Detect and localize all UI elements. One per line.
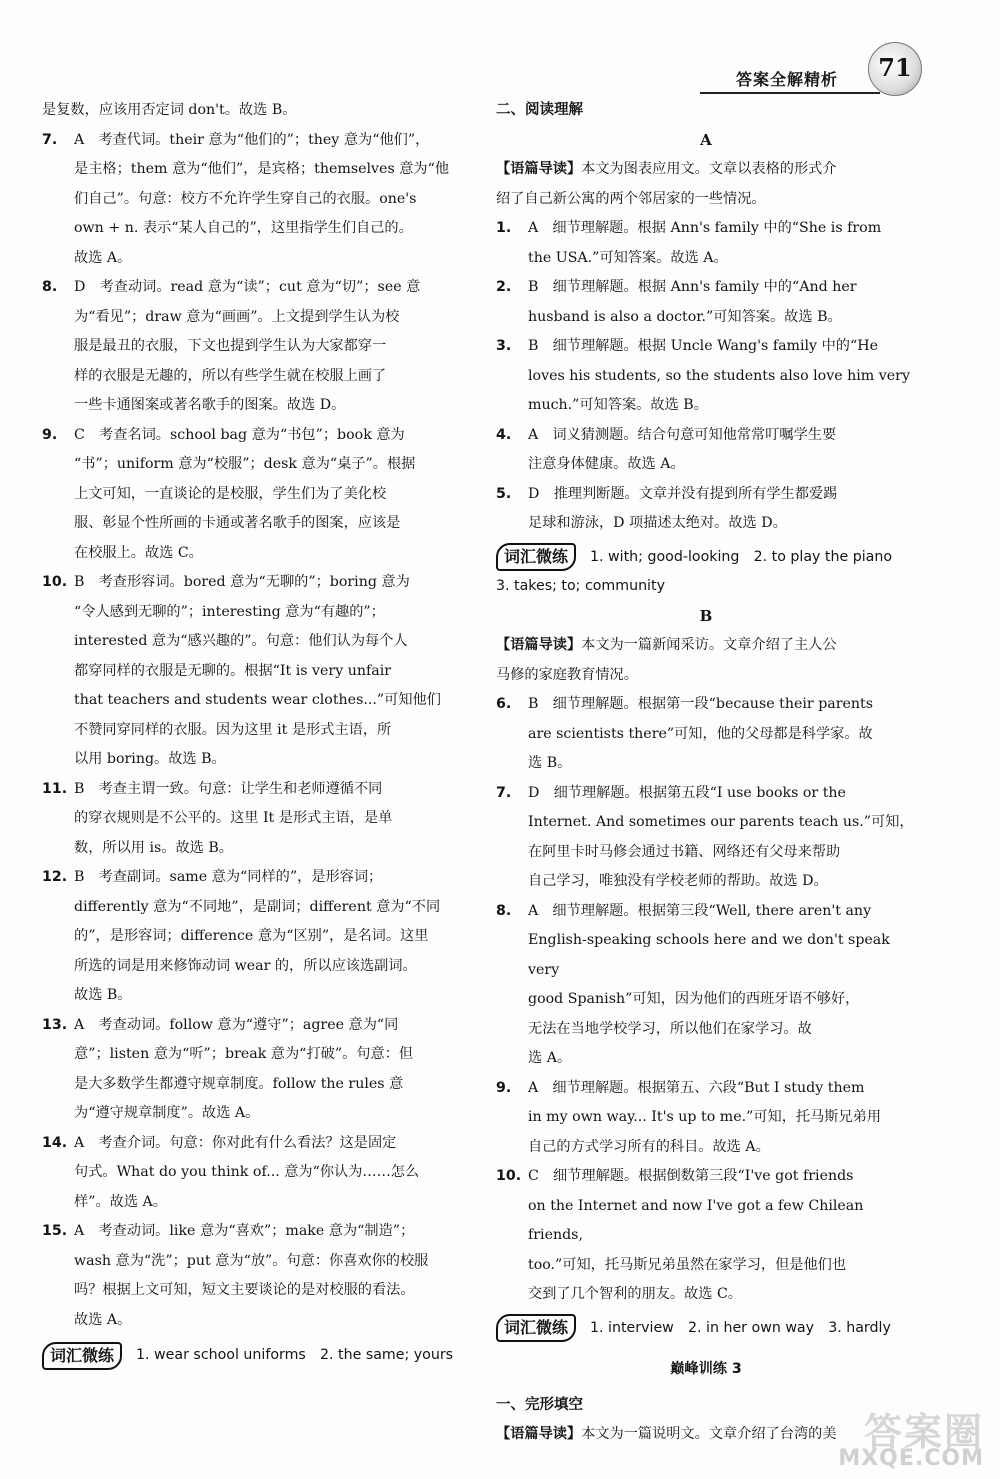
answer-item (496, 1162, 916, 1310)
answer-line: 吗？根据上文可知，短文主要谈论的是对校服的看法。 (74, 1282, 415, 1298)
guide-tag: 【语篇导读】 (496, 161, 582, 177)
vocab-answers: 1. with; good-looking 2. to play the piano (590, 548, 893, 565)
section-heading-cloze: 一、完形填空 (496, 1396, 583, 1413)
header-rule (700, 92, 880, 94)
answer-line: 选 A。 (528, 1050, 572, 1066)
vocab-practice-left (42, 1341, 462, 1371)
part-b-answer-list (496, 690, 916, 1310)
part-a-answer-list (496, 214, 916, 539)
answer-line: Internet. And sometimes our parents teach us.”可知， (528, 814, 914, 830)
answer-item (42, 421, 462, 569)
watermark (816, 1401, 988, 1471)
answer-line: B 考查副词。same 意为“同样的”，是形容词； (74, 869, 383, 885)
answer-line: 们自己”。句意：校方不允许学生穿自己的衣服。one's (74, 190, 417, 207)
answer-line: A 考查动词。follow 意为“遵守”；agree 意为“同 (74, 1016, 399, 1033)
answer-line: B 考查形容词。bored 意为“无聊的”；boring 意为 (74, 574, 410, 590)
part-a-letter: A (700, 130, 712, 149)
answer-line: differently 意为“不同地”，是副词；different 意为“不同 (74, 898, 441, 915)
left-answer-list (42, 126, 462, 1336)
answer-line: 注意身体健康。故选 A。 (528, 456, 685, 472)
answer-line: on the Internet and now I've got a few Chilean friends, (528, 1197, 864, 1243)
answer-line: loves his students, so the students also love him very (528, 367, 910, 384)
answer-line: 的”，是形容词；difference 意为“区别”，是名词。这里 (74, 928, 429, 944)
training-title: 巅峰训练 3 (670, 1361, 742, 1377)
answer-line: 无法在当地学校学习，所以他们在家学习。故 (528, 1020, 812, 1037)
answer-line: 足球和游泳，D 项描述太绝对。故选 D。 (528, 515, 787, 531)
answer-line: 为“看见”；draw 意为“画画”。上文提到学生认为校 (74, 308, 400, 325)
answer-item (496, 480, 916, 539)
answer-number: 13. (42, 1016, 68, 1033)
answer-line: 所选的词是用来修饰动词 wear 的，所以应该选副词。 (74, 957, 417, 974)
answer-line: D 考查动词。read 意为“读”；cut 意为“切”；see 意 (74, 279, 421, 295)
answer-line: C 考查名词。school bag 意为“书包”；book 意为 (74, 426, 405, 443)
answer-line: good Spanish”可知，因为他们的西班牙语不够好， (528, 991, 860, 1007)
answer-line: 故选 A。 (74, 1311, 132, 1328)
answer-line: 样的衣服是无趣的，所以有些学生就在校服上画了 (74, 367, 387, 384)
vocab-practice-a (496, 543, 916, 573)
answer-line: D 推理判断题。文章并没有提到所有学生都爱踢 (528, 485, 838, 502)
answer-number: 7. (42, 131, 58, 148)
answer-line: A 词义猜测题。结合句意可知他常常叮嘱学生要 (528, 426, 837, 443)
vocab-answers: 1. interview 2. in her own way 3. hardly (590, 1319, 891, 1336)
answer-line: 是主格；them 意为“他们”，是宾格；themselves 意为“他 (74, 161, 450, 177)
answer-number: 3. (496, 338, 512, 354)
vocab-badge: 词汇微练 (42, 1342, 122, 1370)
answer-line: B 细节理解题。根据第一段“because their parents (528, 696, 874, 712)
answer-item (496, 273, 916, 332)
answer-line: “书”；uniform 意为“校服”；desk 意为“桌子”。根据 (74, 456, 416, 472)
watermark-url: MXQE.COM (838, 1446, 984, 1471)
answer-line: A 细节理解题。根据第三段“Well, there aren't any (528, 902, 872, 919)
answer-line: wash 意为“洗”；put 意为“放”。句意：你喜欢你的校服 (74, 1252, 429, 1269)
answer-line: A 细节理解题。根据 Ann's family 中的“She is from (528, 220, 882, 236)
answer-number: 8. (496, 902, 512, 919)
answer-line: 句式。What do you think of... 意为“你认为……怎么 (74, 1164, 420, 1180)
answer-number: 15. (42, 1223, 68, 1239)
answer-line: 上文可知，一直谈论的是校服，学生们为了美化校 (74, 485, 387, 502)
watermark-logo-text: 答案圈 (863, 1410, 984, 1454)
answer-line: A 考查动词。like 意为“喜欢”；make 意为“制造”； (74, 1223, 415, 1239)
answer-line: interested 意为“感兴趣的”。句意：他们认为每个人 (74, 633, 408, 649)
answer-line: C 细节理解题。根据倒数第三段“I've got friends (528, 1168, 854, 1184)
answer-line: 一些卡通图案或著名歌手的图案。故选 D。 (74, 397, 346, 413)
answer-number: 11. (42, 780, 68, 797)
answer-line: A 考查代词。their 意为“他们的”；they 意为“他们”， (74, 131, 430, 148)
answer-line: 交到了几个智利的朋友。故选 C。 (528, 1286, 742, 1302)
answer-line: 数，所以用 is。故选 B。 (74, 839, 233, 856)
answer-line: 样”。故选 A。 (74, 1193, 167, 1210)
answer-number: 7. (496, 784, 512, 801)
vocab-badge: 词汇微练 (496, 1314, 576, 1342)
answer-item (496, 1074, 916, 1163)
answer-line: B 细节理解题。根据 Uncle Wang's family 中的“He (528, 338, 878, 354)
vocab-practice-b (496, 1314, 916, 1344)
answer-item (496, 897, 916, 1074)
answer-line: 意”；listen 意为“听”；break 意为“打破”。句意：但 (74, 1046, 414, 1062)
left-column (42, 96, 462, 1371)
answer-item (42, 1129, 462, 1218)
guide-tag: 【语篇导读】 (496, 637, 582, 653)
answer-line: 自己学习，唯独没有学校老师的帮助。故选 D。 (528, 873, 828, 889)
answer-line: A 细节理解题。根据第五、六段“But I study them (528, 1079, 865, 1096)
answer-number: 10. (496, 1168, 522, 1184)
answer-line: too.”可知，托马斯兄弟虽然在家学习，但是他们也 (528, 1256, 847, 1273)
answer-line: 故选 B。 (74, 987, 132, 1003)
answer-item (496, 690, 916, 779)
answer-number: 14. (42, 1134, 68, 1151)
answer-line: 选 B。 (528, 755, 572, 771)
answer-line: 不赞同穿同样的衣服。因为这里 it 是形式主语，所 (74, 721, 392, 738)
vocab-badge: 词汇微练 (496, 543, 576, 571)
answer-number: 2. (496, 279, 512, 295)
answer-line: B 考查主谓一致。句意：让学生和老师遵循不同 (74, 780, 383, 797)
guide-line: 本文为图表应用文。文章以表格的形式介 (581, 161, 837, 177)
guide-tag: 【语篇导读】 (496, 1426, 582, 1442)
vocab-answers-continued: 3. takes; to; community (496, 578, 665, 594)
answer-line: 的穿衣规则是不公平的。这里 It 是形式主语，是单 (74, 810, 393, 826)
answer-item (42, 863, 462, 1011)
right-column (496, 96, 916, 1450)
answer-line: 在校服上。故选 C。 (74, 544, 203, 561)
part-b-letter: B (699, 606, 713, 625)
guide-line: 本文为一篇新闻采访。文章介绍了主人公 (581, 637, 837, 653)
page-number-badge (868, 42, 922, 96)
answer-line: 故选 A。 (74, 249, 132, 266)
answer-line: much.”可知答案。故选 B。 (528, 397, 708, 413)
answer-item (42, 273, 462, 421)
answer-line: 在阿里卡时马修会通过书籍、网络还有父母来帮助 (528, 843, 841, 860)
answer-line: 都穿同样的衣服是无聊的。根据“It is very unfair (74, 662, 392, 679)
answer-number: 1. (496, 220, 512, 236)
answer-line: English-speaking schools here and we don't speak very (528, 932, 890, 978)
answer-line: A 考查介词。句意：你对此有什么看法？这是固定 (74, 1134, 397, 1151)
answer-line: own + n. 表示“某人自己的”，这里指学生们自己的。 (74, 220, 413, 236)
answer-line: 服是最丑的衣服，下文也提到学生认为大家都穿一 (74, 338, 387, 354)
part-a-guide (496, 155, 916, 214)
answer-item (496, 421, 916, 480)
answer-line: B 细节理解题。根据 Ann's family 中的“And her (528, 279, 857, 295)
page-header (700, 30, 970, 90)
guide-line: 马修的家庭教育情况。 (496, 666, 638, 683)
intro-line: 是复数，应该用否定词 don't。故选 B。 (42, 102, 297, 118)
answer-number: 9. (42, 426, 58, 443)
answer-item (42, 568, 462, 775)
answer-item (42, 126, 462, 274)
answer-item (42, 1217, 462, 1335)
answer-line: are scientists there”可知，他的父母都是科学家。故 (528, 725, 873, 742)
answer-line: 以用 boring。故选 B。 (74, 751, 226, 767)
guide-line: 绍了自己新公寓的两个邻居家的一些情况。 (496, 190, 766, 207)
answer-line: 为“遵守规章制度”。故选 A。 (74, 1105, 260, 1121)
answer-item (496, 332, 916, 421)
answer-item (496, 214, 916, 273)
answer-line: 是大多数学生都遵守规章制度。follow the rules 意 (74, 1075, 404, 1092)
header-title: 答案全解精析 (736, 70, 839, 89)
answer-number: 4. (496, 426, 512, 443)
vocab-answers: 1. wear school uniforms 2. the same; yours (136, 1347, 454, 1363)
answer-number: 12. (42, 869, 68, 885)
guide-line: 本文为一篇说明文。文章介绍了台湾的美 (581, 1426, 837, 1442)
answer-number: 9. (496, 1079, 512, 1096)
page-number: 71 (878, 53, 912, 82)
answer-line: D 细节理解题。根据第五段“I use books or the (528, 784, 846, 801)
answer-item (42, 775, 462, 864)
answer-line: 服、彰显个性所画的卡通或著名歌手的图案，应该是 (74, 515, 401, 531)
answer-line: in my own way... It's up to me.”可知，托马斯兄弟用 (528, 1109, 882, 1125)
answer-line: “令人感到无聊的”；interesting 意为“有趣的”； (74, 603, 385, 620)
answer-number: 10. (42, 574, 68, 590)
answer-item (42, 1011, 462, 1129)
answer-number: 5. (496, 485, 512, 502)
part-b-guide (496, 631, 916, 690)
answer-item (496, 779, 916, 897)
section-heading-reading: 二、阅读理解 (496, 102, 583, 118)
answer-line: husband is also a doctor.”可知答案。故选 B。 (528, 308, 842, 325)
answer-line: the USA.”可知答案。故选 A。 (528, 249, 728, 266)
answer-line: 自己的方式学习所有的科目。故选 A。 (528, 1138, 770, 1155)
answer-number: 8. (42, 279, 58, 295)
answer-line: that teachers and students wear clothes...”可知他们 (74, 692, 441, 708)
answer-number: 6. (496, 696, 512, 712)
